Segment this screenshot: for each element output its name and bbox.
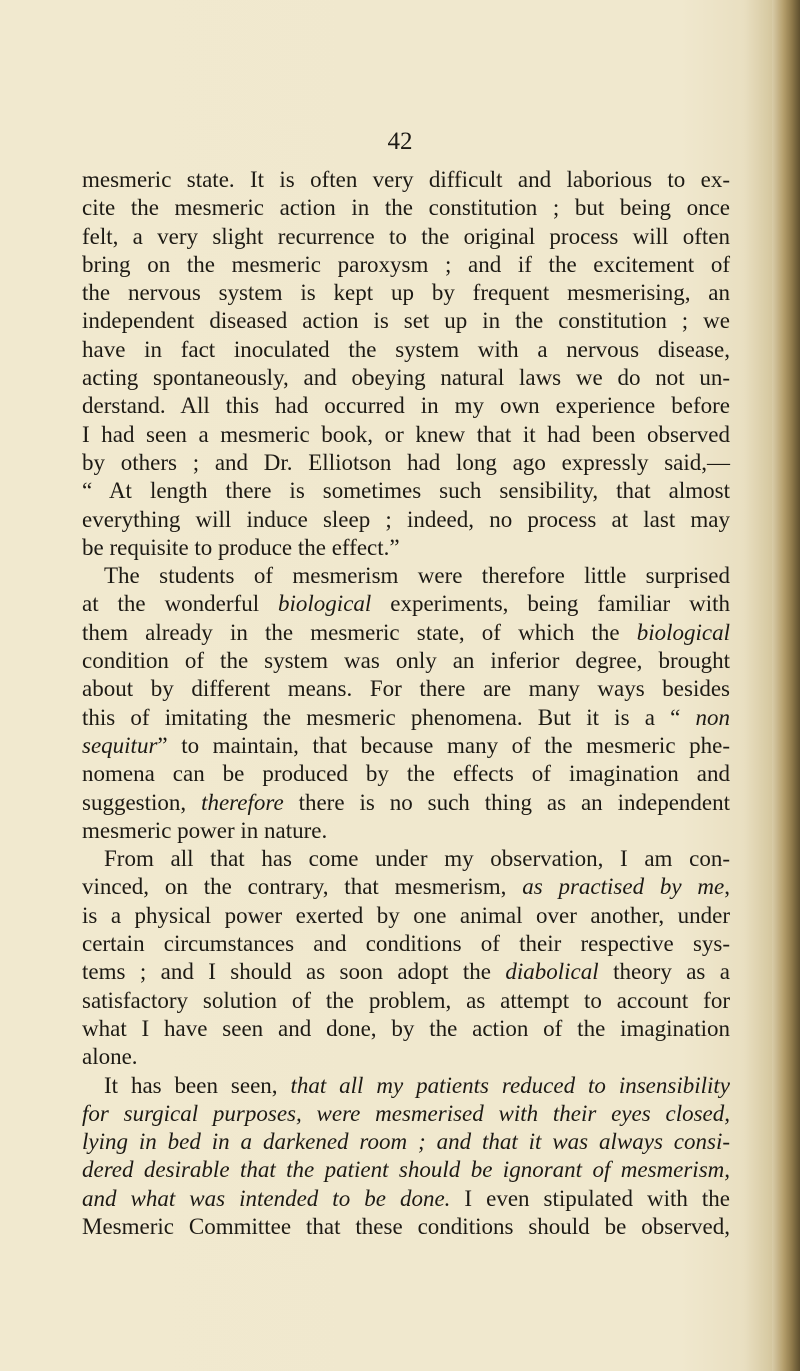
text-line — [82, 307, 730, 335]
text-segment: at the wonderful — [82, 591, 279, 617]
text-line — [82, 251, 730, 279]
text-segment: “ At length there is sometimes such sensibility, that almost — [82, 478, 730, 504]
text-segment: cite the mesmeric action in the constitution ; but being once — [82, 195, 730, 221]
text-line — [82, 1043, 730, 1071]
text-segment: what I have seen and done, by the action of the imagination — [82, 1015, 730, 1041]
text-line — [82, 817, 730, 845]
text-line — [82, 958, 730, 986]
text-segment: derstand. All this had occurred in my own experience before — [82, 393, 730, 419]
text-segment: there is no such thing as an independent — [283, 789, 730, 815]
text-segment: I even stipulated with the — [450, 1185, 730, 1211]
text-segment: suggestion, — [82, 789, 202, 815]
text-line — [82, 789, 730, 817]
text-segment: the nervous system is kept up by frequent mesmerising, an — [82, 280, 730, 306]
text-segment: From all that has come under my observation, I am con- — [104, 846, 730, 872]
text-line — [82, 845, 730, 873]
text-line — [82, 392, 730, 420]
text-segment: felt, a very slight recurrence to the original process will often — [82, 223, 730, 249]
text-line — [82, 1213, 730, 1241]
text-segment: experiments, being familiar with — [371, 591, 730, 617]
italic-text-segment: that all my patients reduced to insensibility — [290, 1072, 730, 1098]
italic-text-segment: sequitur — [82, 732, 158, 758]
text-segment: bring on the mesmeric paroxysm ; and if the excitement of — [82, 251, 730, 277]
text-segment: tems ; and I should as soon adopt the — [82, 959, 506, 985]
text-line — [82, 534, 730, 562]
text-segment: Mesmeric Committee that these conditions should be observed, — [82, 1213, 730, 1239]
text-segment: by others ; and Dr. Elliotson had long ago expressly said,— — [82, 449, 730, 475]
page-number: 42 — [387, 128, 413, 155]
text-line — [82, 647, 730, 675]
text-line — [82, 1072, 730, 1100]
text-segment: theory as a — [598, 959, 730, 985]
text-segment: condition of the system was only an inferior degree, brought — [82, 648, 730, 674]
text-segment: certain circumstances and conditions of their respective sys- — [82, 931, 730, 957]
text-segment: nomena can be produced by the effects of imagination and — [82, 761, 730, 787]
italic-text-segment: biological — [278, 591, 372, 617]
text-line — [82, 1156, 730, 1184]
italic-text-segment: biological — [636, 619, 730, 645]
italic-text-segment: lying in bed in a darkened room ; and that it was always consi- — [82, 1129, 730, 1155]
text-line — [82, 336, 730, 364]
text-line — [82, 1100, 730, 1128]
italic-text-segment: as practised by me — [522, 874, 725, 900]
text-line — [82, 1185, 730, 1213]
text-line — [82, 1128, 730, 1156]
text-segment: alone. — [82, 1044, 138, 1070]
text-line — [82, 873, 730, 901]
text-line — [82, 421, 730, 449]
text-segment: mesmeric state. It is often very difficult and laborious to ex- — [82, 167, 730, 192]
text-line — [82, 704, 730, 732]
text-line — [82, 619, 730, 647]
italic-text-segment: for surgical purposes, were mesmerised with their eyes closed, — [82, 1100, 730, 1126]
italic-text-segment: diabolical — [505, 959, 599, 985]
text-line — [82, 166, 730, 194]
text-segment: The students of mesmerism were therefore little surprised — [104, 563, 730, 589]
text-segment: ” to maintain, that because many of the mesmeric phe- — [157, 732, 730, 758]
text-line — [82, 732, 730, 760]
italic-text-segment: non — [695, 704, 730, 730]
text-segment: this of imitating the mesmeric phenomena. But it is a “ — [82, 704, 696, 730]
text-segment: satisfactory solution of the problem, as attempt to account for — [82, 987, 730, 1013]
text-line — [82, 930, 730, 958]
text-segment: about by different means. For there are many ways besides — [82, 676, 730, 702]
text-line — [82, 194, 730, 222]
text-line — [82, 902, 730, 930]
text-line — [82, 562, 730, 590]
text-segment: It has been seen, — [104, 1072, 291, 1098]
text-segment: have in fact inoculated the system with a nervous disease, — [82, 336, 730, 362]
book-spine-edge — [772, 0, 800, 1371]
text-line — [82, 449, 730, 477]
italic-text-segment: dered desirable that the patient should be ignorant of mesmerism, — [82, 1157, 730, 1183]
text-segment: everything will induce sleep ; indeed, no process at last may — [82, 506, 730, 532]
text-segment: acting spontaneously, and obeying natural laws we do not un- — [82, 365, 730, 391]
text-line — [82, 987, 730, 1015]
text-segment: , — [724, 874, 730, 900]
text-line — [82, 279, 730, 307]
text-line — [82, 506, 730, 534]
text-segment: is a physical power exerted by one animal over another, under — [82, 902, 730, 928]
text-segment: be requisite to produce the effect.” — [82, 534, 400, 560]
text-segment: vinced, on the contrary, that mesmerism, — [82, 874, 523, 900]
body-text — [82, 166, 730, 1241]
text-segment: mesmeric power in nature. — [82, 817, 328, 843]
text-line — [82, 364, 730, 392]
text-line — [82, 1015, 730, 1043]
text-line — [82, 760, 730, 788]
text-segment: I had seen a mesmeric book, or knew that it had been observed — [82, 421, 730, 447]
text-line — [82, 590, 730, 618]
italic-text-segment: therefore — [201, 789, 284, 815]
text-segment: independent diseased action is set up in the constitution ; we — [82, 308, 730, 334]
text-line — [82, 477, 730, 505]
italic-text-segment: and what was intended to be done. — [82, 1185, 451, 1211]
text-line — [82, 223, 730, 251]
text-line — [82, 675, 730, 703]
text-segment: them already in the mesmeric state, of which the — [82, 619, 637, 645]
